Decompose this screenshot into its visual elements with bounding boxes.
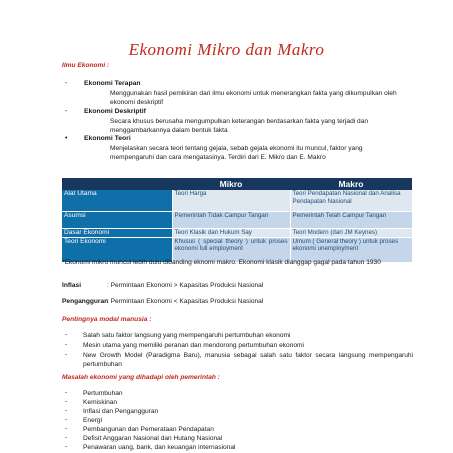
table-row [62, 228, 412, 237]
term-ekonomi-teori: Ekonomi Teori [84, 135, 131, 142]
table-row [62, 190, 412, 211]
desc-ekonomi-deskriptif: Secara khusus berusaha mengumpulkan keterangan berdasarkan fakta yang terjadi dan menggambarkannya dalam bentuk fakta [110, 118, 369, 135]
list-item: Defisit Anggaran Nasional dan Hutang Nasional [83, 435, 223, 442]
cell-mikro: Teori Klasik dan Hukum Say [172, 228, 290, 237]
inflasi-text: : Permintaan Ekonomi > Kapasitas Produksi Nasional [107, 282, 264, 289]
section-heading-modal-manusia: Pentingnya modal manusia : [62, 316, 152, 323]
cell-makro: Teori Pendapatan Nasional dan Analisa Pendapatan Nasional [290, 190, 412, 211]
list-item: Pertumbuhan [83, 390, 123, 397]
row-label: Dasar Ekonomi [62, 228, 172, 237]
list-item: Energi [83, 417, 103, 424]
page-title: Ekonomi Mikro dan Makro [128, 40, 325, 59]
section-heading-masalah-ekonomi: Masalah ekonomi yang dihadapi oleh pemerintah : [62, 374, 220, 381]
pengangguran-line [62, 298, 263, 306]
list-bullet: - [65, 331, 68, 338]
footnote: *Ekonomi mikro muncul lebih dulu dibanding eknomi makro. Ekonomi klasik dianggap gagal pada tahun 1930 [62, 259, 381, 266]
row-label: Alat Utama [62, 190, 172, 211]
table-header-row [62, 178, 412, 190]
term-ekonomi-terapan: Ekonomi Terapan [84, 80, 141, 87]
term-ekonomi-deskriptif: Ekonomi Deskriptif [84, 108, 146, 115]
list-bullet: - [65, 341, 68, 348]
list-bullet: • [65, 135, 68, 142]
table-header-mikro: Mikro [172, 178, 290, 190]
list-bullet: - [65, 80, 68, 87]
desc-ekonomi-terapan: Menggunakan hasil pemikiran dari ilmu ekonomi untuk menerangkan fakta yang dikumpulkan oleh ekonomi deskriptif [110, 90, 397, 107]
cell-mikro: Khusus ( special theory ) untuk proses ekonomi full employment [172, 237, 290, 262]
table-header-empty [62, 178, 172, 190]
inflasi-label: Inflasi [62, 282, 82, 289]
row-label: Teori Ekonomi [62, 237, 172, 262]
list-item: Penawaran uang, bank, dan keuangan internasional [83, 444, 236, 451]
list-bullet: - [65, 416, 68, 423]
list-bullet: - [65, 407, 68, 414]
list-item: Pembangunan dan Pemerataan Pendapatan [83, 426, 214, 433]
list-item: New Growth Model (Paradigma Baru), manusia sebagai salah satu faktor secara langsung mempengaruhi pertumbuhan [83, 352, 413, 368]
list-item: Salah satu faktor langsung yang mempengaruhi pertumbuhan ekonomi [83, 332, 291, 339]
cell-makro: Teori Modern (dari JM Keynes) [290, 228, 412, 237]
comparison-table [62, 178, 412, 263]
cell-mikro: Pemerintah Tidak Campur Tangan [172, 211, 290, 228]
row-label: Asumsi [62, 211, 172, 228]
table-row [62, 211, 412, 228]
list-bullet: - [65, 351, 68, 358]
pengangguran-label: Pengangguran [62, 298, 109, 305]
pengangguran-text: : Permintaan Ekonomi < Kapasitas Produksi Nasional [107, 298, 264, 305]
list-bullet: - [65, 434, 68, 441]
cell-makro: Pemerintah Telah Campur Tangan [290, 211, 412, 228]
list-bullet: - [65, 425, 68, 432]
list-item: Mesin utama yang memiliki peranan dan mendorong pertumbuhan ekonomi [83, 342, 305, 349]
list-bullet: - [65, 108, 68, 115]
cell-mikro: Teori Harga [172, 190, 290, 211]
inflasi-line [62, 282, 263, 290]
cell-makro: Umum ( General theory ) untuk proses ekonomi unemployment [290, 237, 412, 262]
section-heading-ilmu-ekonomi: Ilmu Ekonomi : [62, 62, 110, 69]
table-header-makro: Makro [290, 178, 412, 190]
desc-ekonomi-teori: Menjelaskan secara teori tentang gejala, sebab gejala ekonomi itu muncul, faktor yang mempengaruhi dan cara mengatasinya. Terdiri dari E. Mikro dan E. Makro [110, 145, 363, 162]
list-bullet: - [65, 443, 68, 450]
list-bullet: - [65, 398, 68, 405]
list-item: Kemiskinan [83, 399, 118, 406]
list-bullet: - [65, 389, 68, 396]
list-item: Inflasi dan Pengangguran [83, 408, 159, 415]
